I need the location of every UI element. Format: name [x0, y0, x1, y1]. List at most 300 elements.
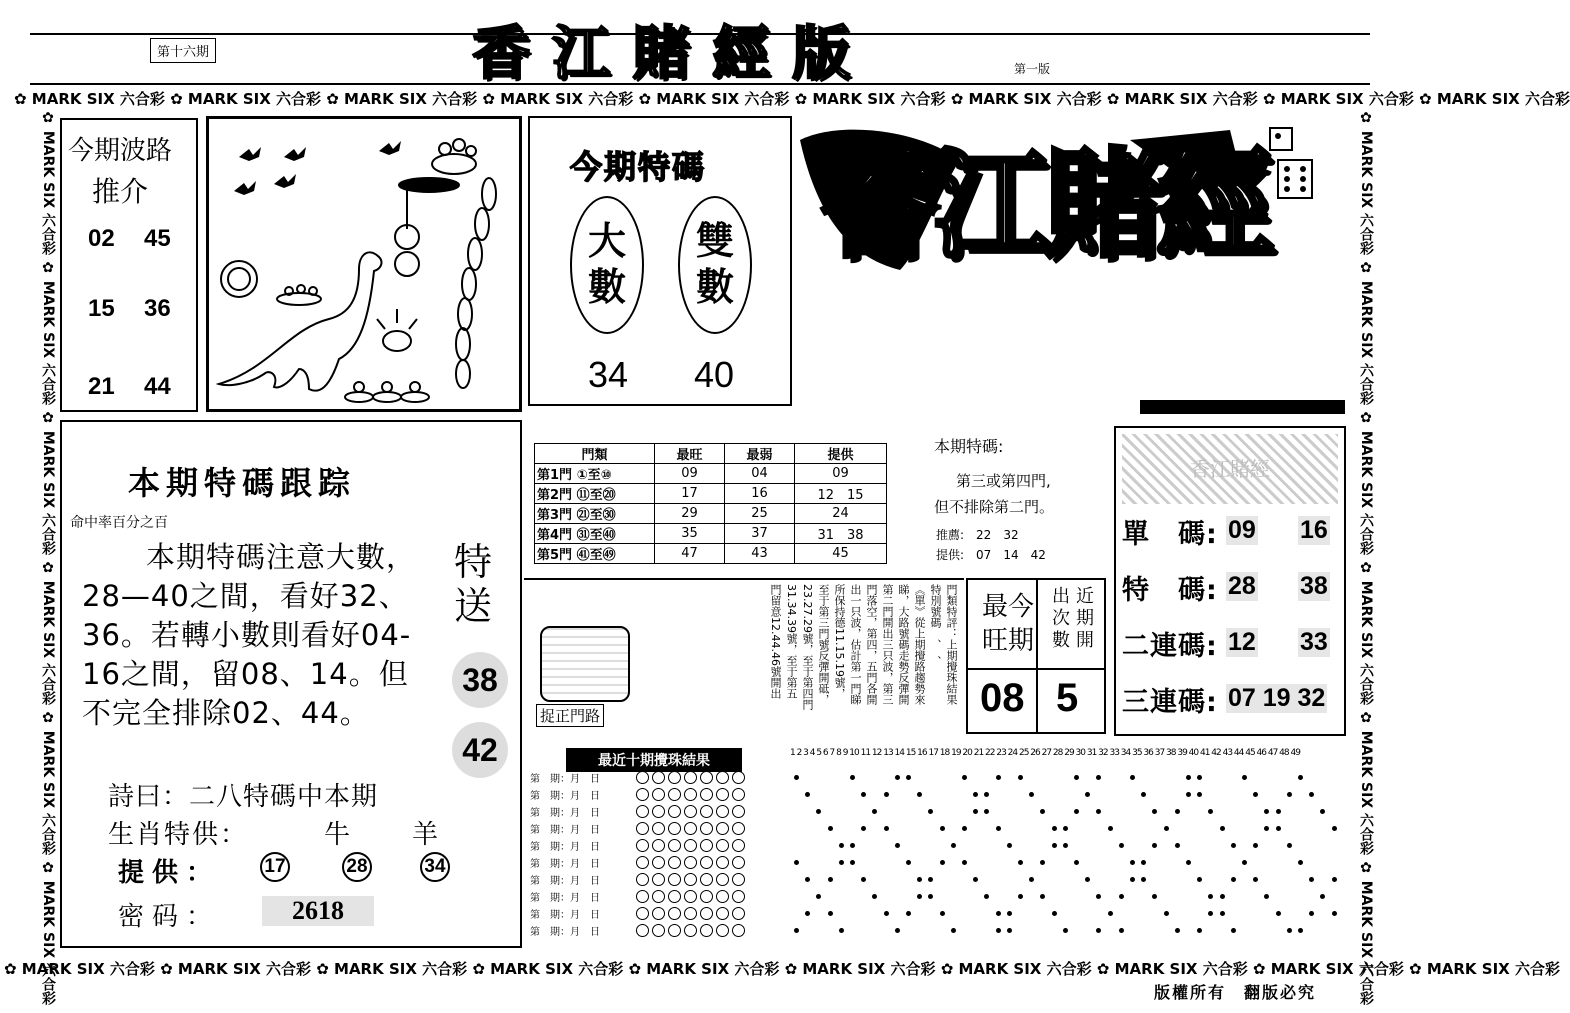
history-dot	[805, 911, 810, 916]
history-dot	[996, 911, 1001, 916]
this-special-line2: 但不排除第二門。	[934, 498, 1055, 516]
history-ball	[668, 907, 681, 920]
side-number-2	[452, 722, 508, 778]
history-dot	[1085, 877, 1090, 882]
history-dot	[1186, 792, 1191, 797]
history-ball	[732, 856, 745, 869]
history-dot	[962, 775, 967, 780]
door-provide: 31 38	[795, 524, 887, 544]
history-dot	[1074, 775, 1079, 780]
recent-label-d: 期	[1008, 626, 1035, 656]
history-dot	[1332, 877, 1337, 882]
history-rows	[526, 770, 1356, 946]
code-label: 密码：	[118, 902, 221, 932]
zodiac-label: 生肖特供：	[108, 820, 249, 850]
history-dot	[1074, 860, 1079, 865]
issue-label: 第十六期	[150, 38, 216, 63]
history-ball	[732, 873, 745, 886]
history-dot	[996, 928, 1001, 933]
history-dot	[828, 877, 833, 882]
history-ball	[652, 805, 665, 818]
history-dot	[1063, 928, 1068, 933]
history-dot	[1186, 775, 1191, 780]
history-dot	[1040, 894, 1045, 899]
history-dot	[1063, 826, 1068, 831]
door-max: 17	[655, 484, 725, 504]
door-min: 04	[725, 464, 795, 484]
door-catch-icon	[540, 626, 630, 702]
copyright: 版權所有 翻版必究	[1154, 983, 1317, 1002]
code-row-value: 09	[1228, 516, 1256, 544]
history-dot	[794, 928, 799, 933]
provide-label: 提供：	[118, 858, 221, 888]
history-dot	[917, 894, 922, 899]
history-ball	[684, 924, 697, 937]
history-ball	[668, 822, 681, 835]
history-ball	[684, 771, 697, 784]
history-ball	[732, 924, 745, 937]
history-dot	[1029, 792, 1034, 797]
door-type: 第2門 ⑪至⑳	[535, 484, 655, 504]
history-row-label: 第 期：月 日	[530, 876, 600, 887]
history-title: 最近十期攪珠結果	[566, 748, 742, 772]
history-dot	[940, 826, 945, 831]
history-ball	[716, 924, 729, 937]
edition-label: 第一版	[1010, 60, 1054, 77]
history-dot	[1220, 826, 1225, 831]
zodiac-2: 羊	[412, 820, 439, 850]
door-min: 37	[725, 524, 795, 544]
history-dot	[1264, 894, 1269, 899]
history-dot	[1208, 911, 1213, 916]
history-row-label: 第 期：月 日	[530, 910, 600, 921]
history-ball	[700, 771, 713, 784]
history-dot	[850, 843, 855, 848]
history-ball	[716, 907, 729, 920]
code-row-value: 38	[1300, 572, 1328, 600]
wave-row-2-b: 36	[144, 295, 171, 322]
history-ball	[652, 839, 665, 852]
code-box-header	[1122, 434, 1338, 504]
history-ball	[732, 771, 745, 784]
history-dot	[1231, 877, 1236, 882]
history-dot	[1085, 792, 1090, 797]
history-dot	[940, 860, 945, 865]
history-ball	[668, 805, 681, 818]
tracking-body: 本期特碼注意大數，28—40之間，看好32、36。若轉小數則看好04-16之間，留08、14。但不完全排除02、44。	[82, 540, 417, 730]
history-dot	[839, 843, 844, 848]
history-dot	[1018, 860, 1023, 865]
history-ball	[684, 822, 697, 835]
history-dot	[839, 928, 844, 933]
recent-label-a: 最	[982, 592, 1009, 622]
history-dot	[1309, 911, 1314, 916]
this-special-line1: 第三或第四門,	[956, 472, 1051, 490]
history-ball	[716, 890, 729, 903]
history-dot	[1141, 792, 1146, 797]
history-dot	[1264, 809, 1269, 814]
door-row	[535, 544, 887, 564]
history-ball	[684, 856, 697, 869]
this-special-recommend: 推薦: 22 32	[936, 528, 1019, 542]
history-dot	[1231, 928, 1236, 933]
history-dot	[884, 826, 889, 831]
code-row-label: 特 碼:	[1122, 575, 1218, 606]
history-dot	[1096, 809, 1101, 814]
history-dot	[850, 775, 855, 780]
history-dot	[984, 809, 989, 814]
history-dot	[1119, 894, 1124, 899]
history-dot	[895, 843, 900, 848]
door-provide: 09	[795, 464, 887, 484]
even-number-oval	[678, 196, 752, 334]
history-dot	[861, 792, 866, 797]
history-ball	[652, 924, 665, 937]
code-box-header-text: 香江賭經	[1190, 457, 1270, 481]
recent-value-b: 5	[1056, 676, 1079, 720]
history-dot	[1007, 928, 1012, 933]
history-dot	[973, 877, 978, 882]
doors-table	[534, 443, 887, 564]
wave-title: 今期波路	[68, 136, 173, 166]
provide-num-3: 34	[420, 852, 450, 882]
history-ball	[636, 805, 649, 818]
history-dot	[1242, 775, 1247, 780]
history-dot	[996, 775, 1001, 780]
history-ball	[636, 924, 649, 937]
history-dot	[1309, 877, 1314, 882]
history-dot	[1197, 775, 1202, 780]
history-ball	[684, 907, 697, 920]
history-ball	[700, 839, 713, 852]
history-dot	[1074, 809, 1079, 814]
accuracy-note: 命中率百分之百	[70, 515, 168, 531]
left-marquee: ✿ MARK SIX 六合彩 ✿ MARK SIX 六合彩 ✿ MARK SIX 六合彩 ✿ MARK SIX 六合彩 ✿ MARK SIX 六合彩 ✿ MARK SIX 六合彩	[40, 110, 56, 1005]
history-dot	[1264, 826, 1269, 831]
history-ball	[684, 890, 697, 903]
history-dot	[928, 894, 933, 899]
history-row-label: 第 期：月 日	[530, 808, 600, 819]
history-dot	[805, 877, 810, 882]
history-dot	[1018, 894, 1023, 899]
right-marquee: ✿ MARK SIX 六合彩 ✿ MARK SIX 六合彩 ✿ MARK SIX 六合彩 ✿ MARK SIX 六合彩 ✿ MARK SIX 六合彩 ✿ MARK SIX 六合彩	[1358, 110, 1374, 1005]
history-dot	[884, 792, 889, 797]
history-dot	[1108, 911, 1113, 916]
history-ball	[716, 805, 729, 818]
special-title: 今期特碼	[570, 148, 707, 186]
history-dot	[828, 826, 833, 831]
history-dot	[1152, 809, 1157, 814]
history-ball	[652, 822, 665, 835]
history-ball	[732, 788, 745, 801]
history-dot	[1320, 809, 1325, 814]
history-ball	[684, 839, 697, 852]
history-dot	[951, 843, 956, 848]
wave-subtitle: 推介	[92, 175, 149, 208]
history-ball	[668, 924, 681, 937]
logo-text: 香江賭經	[820, 135, 1269, 274]
door-provide: 12 15	[795, 484, 887, 504]
history-ball	[668, 856, 681, 869]
history-dot	[928, 877, 933, 882]
history-dot	[1197, 928, 1202, 933]
code-row-value: 12	[1228, 628, 1256, 656]
recent-divider	[1036, 580, 1038, 732]
door-header-type: 門類	[535, 444, 655, 464]
history-ball	[700, 890, 713, 903]
door-catch-column: 所保持德11.15.19號，	[833, 584, 846, 699]
history-ball	[716, 873, 729, 886]
code-row-value: 16	[1300, 516, 1328, 544]
history-ball	[636, 822, 649, 835]
wave-row-2-a: 15	[88, 295, 115, 322]
history-ball	[732, 890, 745, 903]
history-dot	[1096, 894, 1101, 899]
history-dot	[794, 775, 799, 780]
side-number-2-text: 42	[462, 732, 498, 768]
door-type: 第1門 ①至⑩	[535, 464, 655, 484]
history-ball	[700, 873, 713, 886]
door-catch-column: 23.27.29號，至于第四門	[801, 584, 814, 710]
history-dot	[1141, 860, 1146, 865]
history-dot	[1029, 877, 1034, 882]
history-dot	[996, 826, 1001, 831]
history-dot	[1208, 809, 1213, 814]
door-catch-column: 《單》從上期攪路趨勢來	[913, 584, 926, 705]
history-dot	[872, 809, 877, 814]
door-type: 第5門 ㊶至㊾	[535, 544, 655, 564]
history-dot	[1231, 843, 1236, 848]
history-dot	[1242, 860, 1247, 865]
history-dot	[1332, 826, 1337, 831]
history-dot	[917, 877, 922, 882]
history-dot	[895, 928, 900, 933]
history-ball	[716, 771, 729, 784]
history-ball	[700, 805, 713, 818]
door-header-provide: 提供	[795, 444, 887, 464]
history-dot	[1220, 894, 1225, 899]
history-row-label: 第 期：月 日	[530, 774, 600, 785]
recent-label-b: 旺	[982, 626, 1009, 656]
history-row-label: 第 期：月 日	[530, 842, 600, 853]
history-dot	[1175, 809, 1180, 814]
history-ball	[668, 873, 681, 886]
history-dot	[1096, 775, 1101, 780]
history-dot	[1164, 911, 1169, 916]
even-number-label: 雙數	[695, 218, 734, 309]
history-ball	[684, 788, 697, 801]
history-ball	[684, 873, 697, 886]
code-row-label: 二連碼:	[1122, 631, 1218, 662]
door-min: 16	[725, 484, 795, 504]
door-max: 35	[655, 524, 725, 544]
provide-num-2: 28	[342, 852, 372, 882]
wave-box	[60, 118, 198, 412]
history-dot	[1119, 928, 1124, 933]
history-ball	[652, 873, 665, 886]
recent-hline	[968, 668, 1104, 670]
history-dot	[1175, 928, 1180, 933]
history-dot	[1287, 928, 1292, 933]
history-dot	[1052, 911, 1057, 916]
history-ball	[700, 856, 713, 869]
history-dot	[1130, 860, 1135, 865]
code-value: 2618	[262, 896, 374, 926]
history-dot	[1007, 911, 1012, 916]
history-dot	[872, 894, 877, 899]
history-dot	[917, 792, 922, 797]
history-dot	[1208, 894, 1213, 899]
door-provide: 45	[795, 544, 887, 564]
history-dot	[1298, 928, 1303, 933]
history-dot	[1164, 826, 1169, 831]
history-dot	[1007, 843, 1012, 848]
history-dot	[839, 860, 844, 865]
history-dot	[1276, 826, 1281, 831]
tracking-title: 本期特碼跟踪	[128, 464, 357, 502]
history-ball	[716, 788, 729, 801]
history-ball	[700, 924, 713, 937]
history-row-label: 第 期：月 日	[530, 859, 600, 870]
history-ball	[636, 907, 649, 920]
history-ball	[732, 839, 745, 852]
door-header-max: 最旺	[655, 444, 725, 464]
special-box	[528, 116, 792, 406]
history-ball	[716, 856, 729, 869]
history-dot	[861, 826, 866, 831]
history-ball	[668, 788, 681, 801]
history-dot	[906, 775, 911, 780]
history-dot	[850, 860, 855, 865]
history-dot	[1298, 775, 1303, 780]
history-dot	[1018, 775, 1023, 780]
history-dot	[984, 792, 989, 797]
history-ball	[652, 788, 665, 801]
big-number-label: 大數	[587, 218, 626, 309]
history-dot	[1052, 826, 1057, 831]
history-ball	[636, 873, 649, 886]
top-marquee: ✿ MARK SIX 六合彩 ✿ MARK SIX 六合彩 ✿ MARK SIX 六合彩 ✿ MARK SIX 六合彩 ✿ MARK SIX 六合彩 ✿ MARK SIX 六合彩 ✿ MARK SIX 六合彩 ✿ MARK SIX 六合彩 ✿ MARK SIX 六合彩 ✿ MARK SIX 六合彩	[14, 90, 1570, 108]
history-dot	[906, 860, 911, 865]
door-catch-text	[638, 584, 958, 734]
big-number-oval	[570, 196, 644, 334]
door-max: 09	[655, 464, 725, 484]
door-min: 25	[725, 504, 795, 524]
history-dot	[1287, 792, 1292, 797]
side-number-1-text: 38	[462, 662, 498, 698]
special-right-number: 40	[694, 354, 735, 395]
history-dot	[1276, 809, 1281, 814]
history-dot	[1063, 843, 1068, 848]
code-box	[1114, 426, 1346, 736]
code-row-value: 28	[1228, 572, 1256, 600]
history-ball	[652, 771, 665, 784]
history-dot	[928, 809, 933, 814]
door-row	[535, 484, 887, 504]
door-max: 47	[655, 544, 725, 564]
history-ball	[700, 822, 713, 835]
history-dot	[828, 911, 833, 916]
history-ball	[636, 839, 649, 852]
code-row-value: 07 19 32	[1228, 684, 1326, 712]
history-ball	[652, 890, 665, 903]
recent-box	[966, 578, 1106, 734]
history-ball	[668, 771, 681, 784]
history-dot	[794, 860, 799, 865]
history-ball	[732, 805, 745, 818]
door-catch-column: 31.34.39號，至于第五	[785, 584, 798, 699]
history-dot	[816, 809, 821, 814]
history-dot	[895, 775, 900, 780]
history-dot	[1096, 928, 1101, 933]
wave-row-1-a: 02	[88, 225, 115, 252]
history-row-label: 第 期：月 日	[530, 791, 600, 802]
history-ball	[668, 890, 681, 903]
history-dot	[962, 826, 967, 831]
history-dot	[1287, 843, 1292, 848]
door-max: 29	[655, 504, 725, 524]
door-catch-column: 至于第三門號反彈開砥，	[817, 584, 830, 705]
door-catch-column: 出一只波，估計第一門睇	[849, 584, 862, 705]
recent-label-e: 出次數	[1052, 586, 1070, 651]
history-dot	[1152, 894, 1157, 899]
history-dot	[1152, 843, 1157, 848]
history-ball	[636, 856, 649, 869]
history-ball	[732, 822, 745, 835]
history-dot	[1298, 860, 1303, 865]
history-dot	[1119, 843, 1124, 848]
history-dot	[1332, 911, 1337, 916]
history-dot	[1040, 860, 1045, 865]
door-catch-label: 捉正門路	[536, 704, 604, 727]
history-ball	[700, 788, 713, 801]
door-provide: 24	[795, 504, 887, 524]
history-dot	[1052, 843, 1057, 848]
door-row	[535, 504, 887, 524]
history-dot	[1141, 877, 1146, 882]
history-dot	[1253, 877, 1258, 882]
history-dot	[1253, 843, 1258, 848]
history-dot	[1276, 911, 1281, 916]
history-dot	[1309, 792, 1314, 797]
code-row-label: 單 碼:	[1122, 519, 1218, 550]
history-dot	[1175, 843, 1180, 848]
this-special-box	[930, 434, 1110, 574]
door-row	[535, 464, 887, 484]
door-catch-column: 第二門開出三只波，第三	[881, 584, 894, 705]
zodiac-1: 牛	[324, 820, 351, 850]
door-row	[535, 524, 887, 544]
this-special-title: 本期特碼:	[934, 437, 1004, 456]
history-dot	[1130, 775, 1135, 780]
history-ball	[636, 771, 649, 784]
history-ball	[684, 805, 697, 818]
illustration-box	[206, 116, 522, 412]
door-type: 第4門 ㉛至㊵	[535, 524, 655, 544]
wave-row-3-a: 21	[88, 373, 115, 400]
side-number-1	[452, 652, 508, 708]
poem-line: 詩曰：二八特碼中本期	[108, 782, 379, 812]
provide-num-1: 17	[260, 852, 290, 882]
special-left-number: 34	[588, 354, 629, 395]
door-catch-column: 門類特評：上期攪珠結果	[945, 584, 958, 705]
history-dot	[861, 877, 866, 882]
door-catch-column: 特別號碼 、 、	[929, 584, 942, 667]
door-type: 第3門 ㉑至㉚	[535, 504, 655, 524]
history-dot	[973, 809, 978, 814]
history-dot	[1108, 826, 1113, 831]
history-row-label: 第 期：月 日	[530, 927, 600, 938]
